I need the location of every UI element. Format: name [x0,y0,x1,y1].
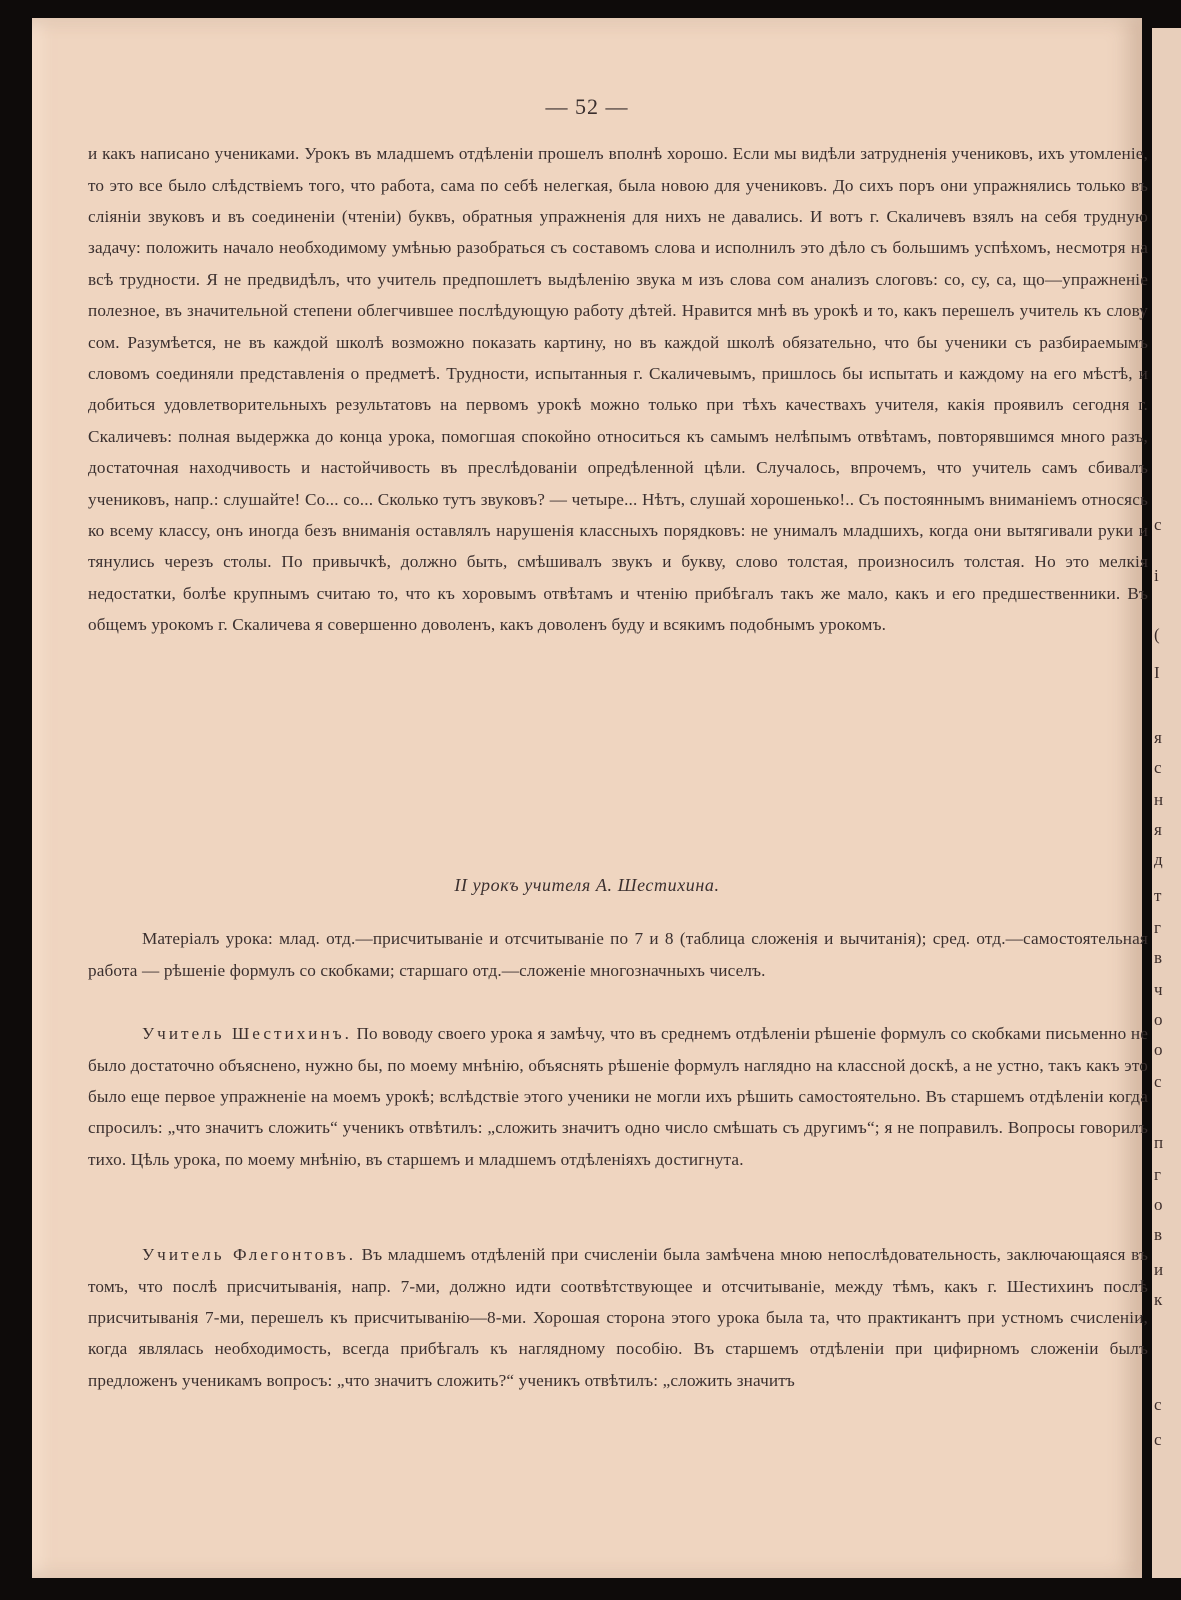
adjacent-page-letter: о [1154,1010,1163,1029]
adjacent-page-letter: с [1154,758,1162,777]
adjacent-page-letter: ч [1154,980,1163,999]
paragraph-3-text: По воводу своего урока я замѣчу, что въ среднемъ отдѣленіи рѣшеніе формулъ со скобками письменно не было достаточно объяснено, нужно бы, по моему мнѣнію, объяснять рѣшеніе формулъ наглядно на классной доскѣ, а не устно, такъ какъ это было еще первое упражненіе на моемъ урокѣ; вслѣдствіе этого ученики не могли ихъ рѣшить самостоятельно. Въ старшемъ отдѣленіи когда спросилъ: „что значитъ сложить“ ученикъ отвѣтилъ: „сложить значитъ одно число смѣшать съ другимъ“; я не поправилъ. Вопросы говорилъ тихо. Цѣль урока, по моему мнѣнію, въ старшемъ и младшемъ отдѣленіяхъ достигнута. [88,1024,1148,1169]
adjacent-page-letter: с [1154,1395,1162,1414]
adjacent-page-letter: І [1154,663,1160,682]
adjacent-page-letter: я [1154,820,1162,839]
adjacent-page-letter: г [1154,1165,1161,1184]
paragraph-4-text: Въ младшемъ отдѣленій при счисленіи была замѣчена мною непослѣдовательность, заключающаяся въ томъ, что послѣ присчитыванія, напр. 7-ми, должно идти соотвѣтствующее и отсчитываніе, между тѣмъ, какъ г. Шестихинъ послѣ присчитыванія 7-ми, перешелъ къ присчитыванію—8-ми. Хорошая сторона этого урока была та, что практикантъ при устномъ счисленіи, когда являлась необходимость, всегда прибѣгалъ къ наглядному пособію. Въ старшемъ отдѣленіи при цифирномъ сложеніи былъ предложенъ ученикамъ вопросъ: „что значитъ сложить?“ ученикъ отвѣтилъ: „сложить значитъ [88,1245,1148,1390]
section-heading: II урокъ учителя А. Шестихина. [454,875,720,895]
adjacent-page-letter: о [1154,1040,1163,1059]
adjacent-page-letter: н [1154,790,1164,809]
adjacent-page-letter: в [1154,948,1163,967]
adjacent-page-letter: и [1154,1260,1164,1279]
adjacent-page-letter: д [1154,850,1163,869]
adjacent-page-letter: п [1154,1133,1164,1152]
book-page [32,18,1148,1578]
adjacent-page-letter: г [1154,918,1161,937]
adjacent-page-letter: я [1154,728,1162,747]
adjacent-page-letter: і [1154,566,1159,585]
speaker-name: Учитель Флегонтовъ. [142,1245,357,1265]
adjacent-page-letter: с [1154,515,1162,534]
adjacent-page-letter: т [1154,886,1162,905]
adjacent-page-letter: ( [1154,625,1160,644]
adjacent-page-edge [1152,28,1181,1578]
adjacent-page-letter: с [1154,1430,1162,1449]
adjacent-page-letter: к [1154,1290,1163,1309]
paragraph-1: и какъ написано учениками. Урокъ въ младшемъ отдѣленіи прошелъ вполнѣ хорошо. Если мы видѣли затрудненія учениковъ, ихъ утомленіе, то это все было слѣдствіемъ того, что работа, сама по себѣ нелегкая, была новою для учениковъ. До сихъ поръ они упражнялись только въ сліяніи звуковъ и въ соединеніи (чтеніи) буквъ, обратныя упражненія для нихъ не давались. И вотъ г. Скаличевъ взялъ на себя трудную задачу: положить начало необходимому умѣнью разобраться съ составомъ слова и исполнилъ это дѣло съ большимъ успѣхомъ, несмотря на всѣ трудности. Я не предвидѣлъ, что учитель предпошлетъ выдѣленію звука м изъ слова сом анализъ слоговъ: со, су, са, що—упражненіе полезное, въ значительной степени облегчившее послѣдующую работу дѣтей. Нравится мнѣ въ урокѣ и то, какъ перешелъ учитель къ слову сом. Разумѣется, не въ каждой школѣ возможно показать картину, но въ каждой школѣ обязательно, что бы ученики съ разбираемымъ словомъ соединяли представленія о предметѣ. Трудности, испытанныя г. Скаличевымъ, пришлось бы испытать и каждому на его мѣстѣ, и добиться удовлетворительныхъ результатовъ на первомъ урокѣ можно только при тѣхъ качествахъ учителя, какія проявилъ сегодня г. Скаличевъ: полная выдержка до конца урока, помогшая спокойно относиться къ самымъ нелѣпымъ отвѣтамъ, повторявшимся много разъ, достаточная находчивость и настойчивость въ преслѣдованіи опредѣленной цѣли. Случалось, впрочемъ, что учитель самъ сбивалъ учениковъ, напр.: слушайте! Со... со... Сколько тутъ звуковъ? — четыре... Нѣтъ, слушай хорошенько!.. Съ постояннымъ вниманіемъ относясь ко всему классу, онъ иногда безъ вниманія оставлялъ нарушенія классныхъ порядковъ: не унималъ младшихъ, когда они вытягивали руки и тянулись черезъ столы. По привычкѣ, должно быть, смѣшивалъ звукъ и букву, слово толстая, произносилъ толстая. Но это мелкія недостатки, болѣе крупнымъ считаю то, что къ хоровымъ отвѣтамъ и чтенію прибѣгалъ такъ же мало, какъ и его предшественники. Въ общемъ урокомъ г. Скаличева я совершенно доволенъ, какъ доволенъ буду и всякимъ подобнымъ урокомъ. [88,144,1148,635]
paragraph-4 [88,1239,1148,1396]
adjacent-page-letter: о [1154,1195,1163,1214]
speaker-name: Учитель Шестихинъ. [142,1024,352,1044]
adjacent-page-letter: в [1154,1225,1163,1244]
paragraph-3 [88,1018,1148,1175]
page-number: — 52 — [545,94,629,119]
adjacent-page-letter: с [1154,1072,1162,1091]
paragraph-2: Матеріалъ урока: млад. отд.—присчитываніе и отсчитываніе по 7 и 8 (таблица сложенія и вычитанія); сред. отд.—самостоятельная работа — рѣшеніе формулъ со скобками; старшаго отд.—сложеніе многозначныхъ чиселъ. [88,929,1148,980]
